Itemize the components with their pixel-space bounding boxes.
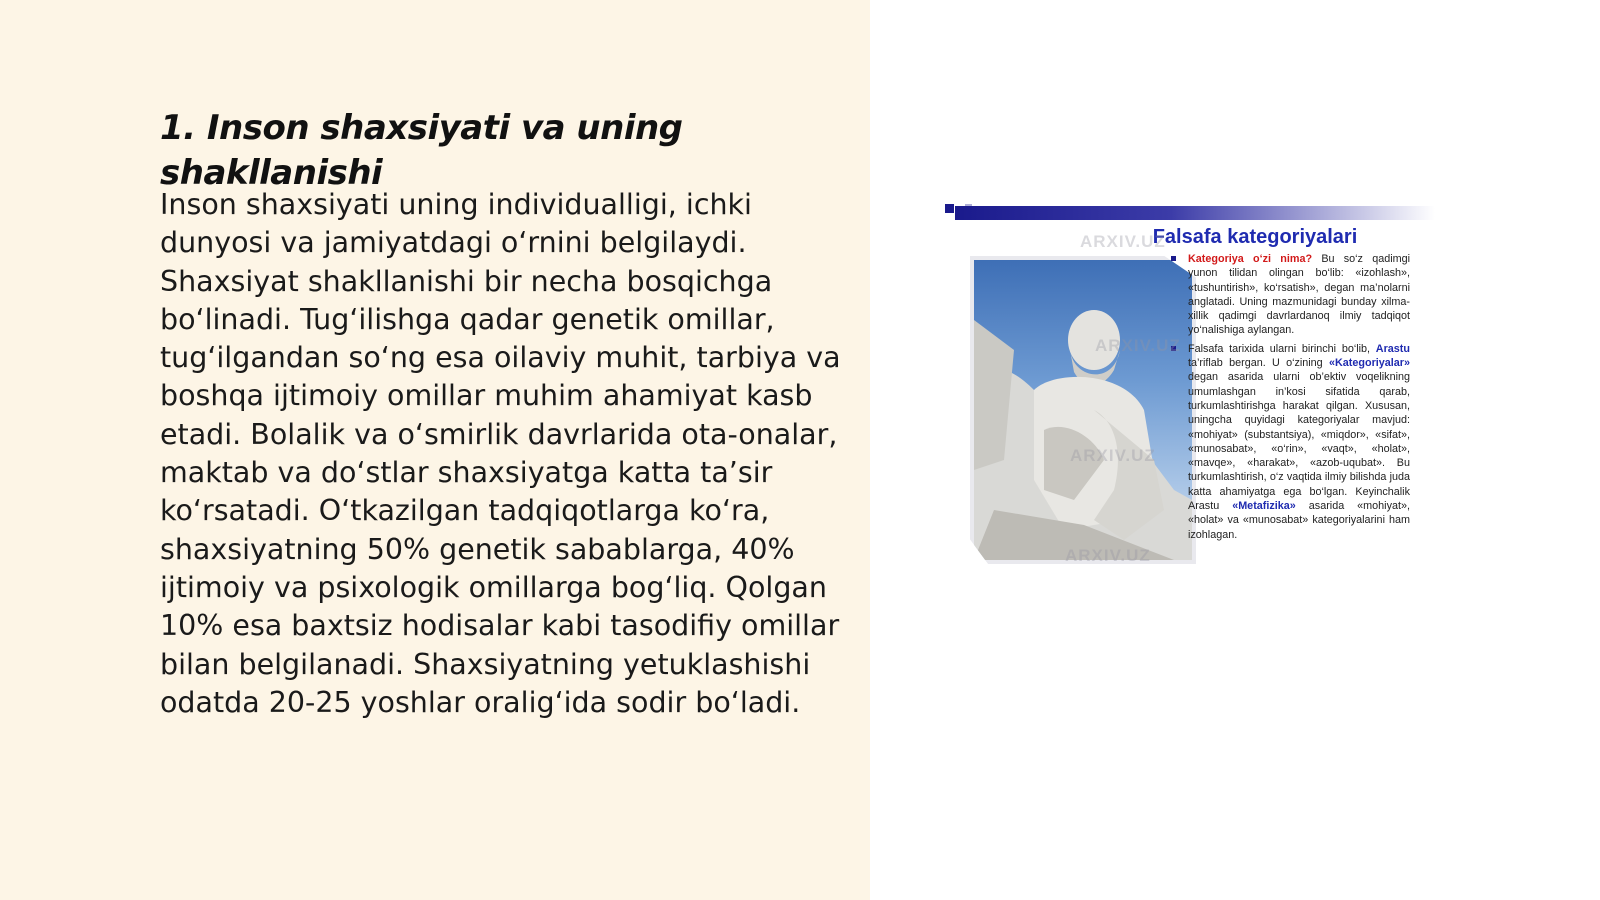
slide-body-text: Inson shaxsiyati uning individualligi, ichki dunyosi va jamiyatdagi o‘rnini belgilaydi. Shaxsiyat shakllanishi bir necha bosqichga bo‘linadi. Tug‘ilishga qadar genetik omillar, tug‘ilgandan so‘ng esa oilaviy muhit, tarbiya va boshqa ijtimoiy omillar muhim ahamiyat kasb etadi. Bolalik va o‘smirlik davrlarida ota-onalar, maktab va do‘stlar shaxsiyatga katta ta’sir ko‘rsatadi. O‘tkazilgan tadqiqotlarga ko‘ra, shaxsiyatning 50% genetik sabablarga, 40% ijtimoiy va psixologik omillarga bog‘liq. Qolgan 10% esa baxtsiz hodisalar kabi tasodifiy omillar bilan belgilanadi. Shaxsiyatning yetuklashishi odatda 20-25 yoshlar oralig‘ida sodir bo‘ladi. (160, 188, 841, 719)
embed-bullet (1188, 342, 1410, 542)
embed-text-column (1188, 252, 1410, 546)
embed-bullet-text: Falsafa tarixida ularni birinchi bo‘lib, (1188, 342, 1376, 355)
embed-bullet-text: Bu so‘z qadimgi yunon tilidan olingan bo‘lib: «izohlash», «tushuntirish», ko‘rsatish», degan ma’nolarni anglatadi. Uning mazmunidagi bunday xilma-xillik qadimgi davrlardanoq ilmiy tadqiqot yo‘nalishiga aylangan. (1188, 253, 1411, 337)
embed-header-bar (955, 206, 1435, 220)
statue-photo (970, 256, 1196, 564)
slide-title: 1. Inson shaxsiyati va uning shakllanishi (160, 108, 683, 193)
embedded-slide-image (945, 196, 1445, 576)
embed-bold-term: «Metafizika» (1232, 500, 1296, 513)
embed-bullet-text: degan asarida ularni ob’ektiv voqelikning umumlashgan in’kosi sifatida qarab, turkumlashtirishga harakat qilgan. Xususan, uningcha quyidagi kategoriyalar mavjud: «mohiyat» (substantsiya), «miqdor», «sifat», «munosabat», «o‘rin», «vaqt», «holat», «mavqe», «harakat», «azob-uqubat». Bu turkumlashtirish, o‘z vaqtida ilmiy bilishda juda katta ahamiyatga ega bo‘lgan. Keyinchalik Arastu (1188, 371, 1410, 513)
watermark: ARXIV.UZ (1095, 336, 1181, 355)
embed-bold-term: «Kategoriyalar» (1328, 357, 1410, 370)
watermark: ARXIV.UZ (1070, 446, 1156, 465)
decor-square (945, 204, 954, 213)
bullet-icon (1171, 256, 1176, 261)
embed-bullet-text: asarida «mohiyat», «holat» va «munosabat» kategoriyalarini ham izohlagan. (1188, 500, 1410, 541)
embed-bullet-text: ta’riflab bergan. U o‘zining (1188, 357, 1329, 370)
statue-illustration (974, 260, 1192, 560)
watermark: ARXIV.UZ (1080, 232, 1166, 251)
embed-bullet-lead: Kategoriya o‘zi nima? (1188, 253, 1313, 265)
embed-bullet (1188, 252, 1410, 338)
embed-bold-term: Arastu (1375, 342, 1410, 355)
watermark: ARXIV.UZ (1065, 546, 1151, 565)
embed-title: Falsafa kategoriyalari (1152, 226, 1358, 248)
